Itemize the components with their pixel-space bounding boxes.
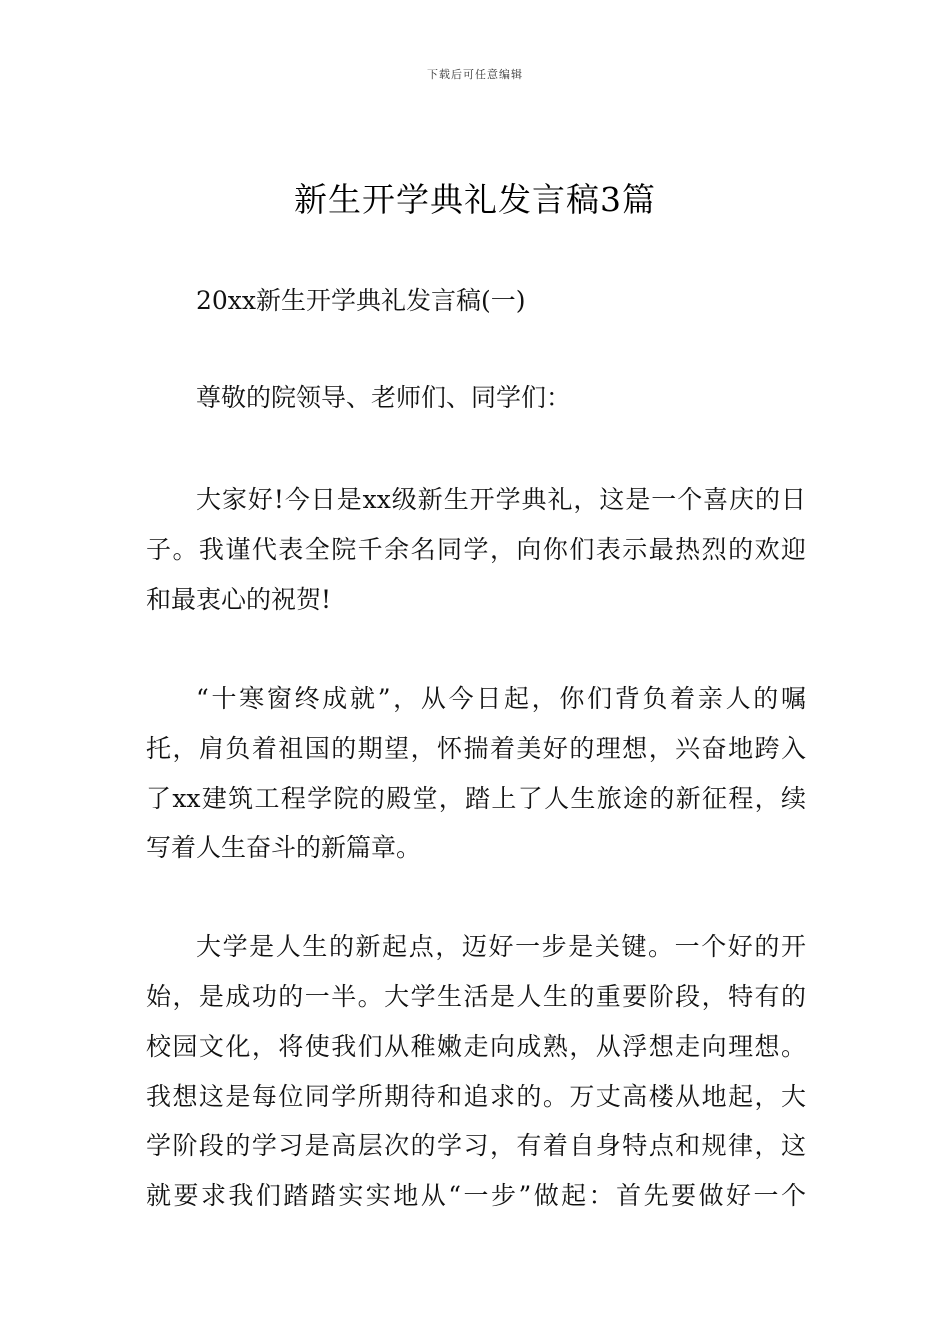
paragraph-1-line-2: 子。我谨代表全院千余名同学，向你们表示最热烈的欢迎 [146,535,806,564]
header-note: 下载后可任意编辑 [427,68,523,81]
paragraph-3-line-1: 大学是人生的新起点，迈好一步是关键。一个好的开 [196,932,806,961]
page-title: 新生开学典礼发言稿3篇 [294,180,656,219]
paragraph-2-line-3: 了xx建筑工程学院的殿堂，踏上了人生旅途的新征程，续 [146,784,806,813]
paragraph-2-line-4: 写着人生奋斗的新篇章。 [146,833,422,862]
paragraph-3-line-2: 始，是成功的一半。大学生活是人生的重要阶段，特有的 [146,982,806,1011]
paragraph-2-line-1: “十寒窗终成就”，从今日起，你们背负着亲人的嘱 [196,684,806,713]
paragraph-1-line-1: 大家好!今日是xx级新生开学典礼，这是一个喜庆的日 [196,485,806,514]
paragraph-3-line-6: 就要求我们踏踏实实地从“一步”做起：首先要做好一个 [146,1181,806,1210]
paragraph-3-line-5: 学阶段的学习是高层次的学习，有着自身特点和规律，这 [146,1131,806,1160]
subtitle-line: 20xx新生开学典礼发言稿(一) [196,286,526,315]
paragraph-1-line-3: 和最衷心的祝贺! [146,585,332,614]
paragraph-3-line-3: 校园文化，将使我们从稚嫩走向成熟，从浮想走向理想。 [146,1032,806,1061]
paragraph-3-line-4: 我想这是每位同学所期待和追求的。万丈高楼从地起，大 [146,1082,806,1111]
paragraph-2-line-2: 托，肩负着祖国的期望，怀揣着美好的理想，兴奋地跨入 [146,734,806,763]
salutation-line: 尊敬的院领导、老师们、同学们： [196,383,572,412]
